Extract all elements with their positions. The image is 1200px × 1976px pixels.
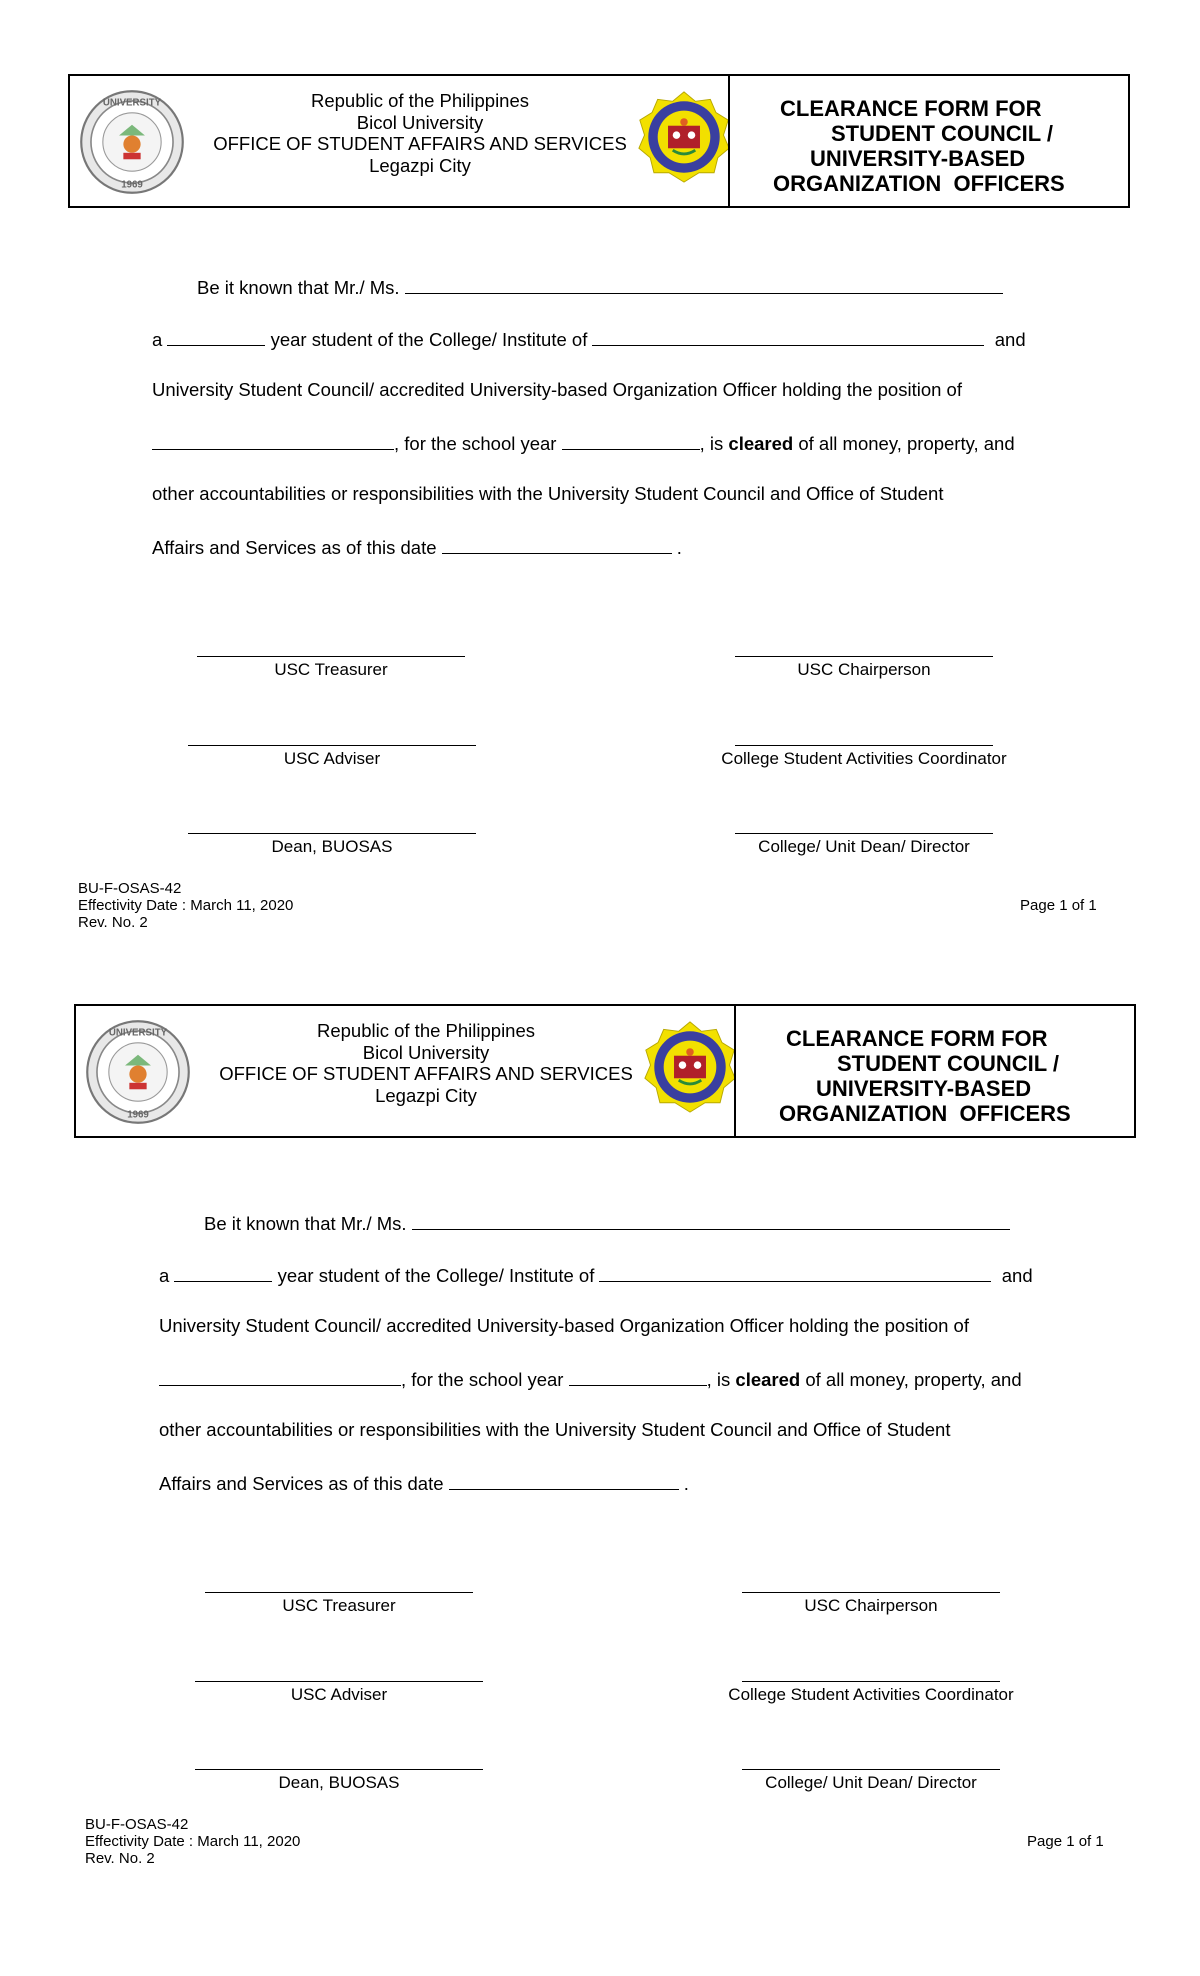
page-number: Page 1 of 1 <box>1027 1833 1104 1850</box>
title-line-4: ORGANIZATION OFFICERS <box>773 171 1065 196</box>
sig-csa-coordinator[interactable] <box>707 1681 1035 1705</box>
title-line-1: CLEARANCE FORM FOR <box>780 96 1042 121</box>
body-line-2 <box>152 327 1026 351</box>
and-text: and <box>994 329 1026 350</box>
office-line: OFFICE OF STUDENT AFFAIRS AND SERVICES <box>213 133 627 154</box>
name-field[interactable] <box>405 275 1003 294</box>
institution-block <box>176 1020 676 1106</box>
body-line-2 <box>159 1263 1033 1287</box>
university-line: Bicol University <box>362 1041 490 1063</box>
republic-line: Republic of the Philippines <box>316 1020 536 1041</box>
signature-line <box>742 1769 1000 1770</box>
body-line-6 <box>152 535 682 559</box>
cleared-text: cleared <box>735 1369 801 1390</box>
signature-line <box>205 1592 473 1593</box>
sig-label: Dean, BUOSAS <box>271 837 393 856</box>
body-line-1 <box>197 275 1003 299</box>
sig-label: College/ Unit Dean/ Director <box>765 1773 977 1792</box>
title-line-2: STUDENT COUNCIL / <box>831 121 1054 146</box>
signature-line <box>188 745 476 746</box>
sig-csa-coordinator[interactable] <box>700 745 1028 769</box>
college-field[interactable] <box>599 1263 991 1282</box>
form-title <box>730 96 1130 196</box>
year-level-field[interactable] <box>174 1263 272 1282</box>
sig-label: USC Adviser <box>283 749 381 768</box>
sig-usc-adviser[interactable] <box>195 1681 483 1705</box>
sig-label: Dean, BUOSAS <box>278 1773 400 1792</box>
form-header <box>68 74 1130 208</box>
sig-college-dean[interactable] <box>735 833 993 857</box>
signature-line <box>735 745 993 746</box>
sig-label: USC Adviser <box>290 1685 388 1704</box>
form-footer <box>85 1816 300 1867</box>
form-title <box>736 1026 1136 1126</box>
svg-text:1969: 1969 <box>127 1109 149 1121</box>
college-field[interactable] <box>592 327 984 346</box>
sig-usc-adviser[interactable] <box>188 745 476 769</box>
body-line-6 <box>159 1471 689 1495</box>
year-level-field[interactable] <box>167 327 265 346</box>
svg-text:UNIVERSITY: UNIVERSITY <box>102 97 162 109</box>
date-field[interactable] <box>442 535 672 554</box>
signature-line <box>197 656 465 657</box>
clearance-form-1 <box>0 0 1200 930</box>
sig-label: USC Chairperson <box>797 660 931 679</box>
signature-line <box>195 1681 483 1682</box>
year-student-text: year student of the College/ Institute of <box>270 329 588 350</box>
sig-dean-buosas[interactable] <box>188 833 476 857</box>
title-line-3: UNIVERSITY-BASED <box>810 146 1026 171</box>
school-year-text: , for the school year <box>401 1369 564 1390</box>
article-text: a <box>159 1265 170 1286</box>
signature-line <box>735 833 993 834</box>
name-field[interactable] <box>412 1211 1010 1230</box>
osas-seal-icon <box>643 1018 737 1116</box>
title-line-2: STUDENT COUNCIL / <box>837 1051 1060 1076</box>
article-text: a <box>152 329 163 350</box>
city-line: Legazpi City <box>375 1084 477 1106</box>
sig-usc-treasurer[interactable] <box>197 656 465 680</box>
signature-line <box>742 1681 1000 1682</box>
signature-line <box>188 833 476 834</box>
date-field[interactable] <box>449 1471 679 1490</box>
university-line: Bicol University <box>356 111 484 133</box>
as-of-date-text: Affairs and Services as of this date <box>152 537 437 558</box>
sig-usc-treasurer[interactable] <box>205 1592 473 1616</box>
position-field[interactable] <box>152 431 394 450</box>
clearance-form-2 <box>0 930 1200 1867</box>
body-line-1 <box>204 1211 1010 1235</box>
period-text: . <box>683 1473 689 1494</box>
position-field[interactable] <box>159 1367 401 1386</box>
be-it-known-text: Be it known that Mr./ Ms. <box>204 1213 407 1234</box>
body-line-4 <box>152 431 1015 455</box>
sig-college-dean[interactable] <box>742 1769 1000 1793</box>
sig-label: College/ Unit Dean/ Director <box>758 837 970 856</box>
period-text: . <box>676 537 682 558</box>
school-year-field[interactable] <box>562 431 700 450</box>
body-line-3: University Student Council/ accredited University-based Organization Officer holding the position of <box>159 1315 969 1336</box>
signature-line <box>742 1592 1000 1593</box>
effectivity-date: Effectivity Date : March 11, 2020 <box>85 1833 301 1850</box>
signature-line <box>735 656 993 657</box>
sig-usc-chairperson[interactable] <box>735 656 993 680</box>
republic-line: Republic of the Philippines <box>310 90 530 111</box>
city-line: Legazpi City <box>369 154 471 176</box>
sig-label: USC Chairperson <box>804 1596 938 1615</box>
is-text: , is <box>699 433 724 454</box>
school-year-field[interactable] <box>569 1367 707 1386</box>
body-line-3: University Student Council/ accredited University-based Organization Officer holding the position of <box>152 379 962 400</box>
as-of-date-text: Affairs and Services as of this date <box>159 1473 444 1494</box>
school-year-text: , for the school year <box>394 433 557 454</box>
is-text: , is <box>706 1369 731 1390</box>
money-property-text: of all money, property, and <box>798 433 1015 454</box>
osas-seal-icon <box>637 88 731 186</box>
institution-block <box>170 90 670 176</box>
sig-usc-chairperson[interactable] <box>742 1592 1000 1616</box>
sig-label: USC Treasurer <box>274 660 388 679</box>
year-student-text: year student of the College/ Institute of <box>277 1265 595 1286</box>
sig-label: College Student Activities Coordinator <box>728 1685 1014 1704</box>
body-line-5: other accountabilities or responsibilities with the University Student Council and Office of Student <box>159 1419 951 1440</box>
sig-label: USC Treasurer <box>282 1596 396 1615</box>
cleared-text: cleared <box>728 433 794 454</box>
form-code: BU-F-OSAS-42 <box>78 880 182 897</box>
revision-number: Rev. No. 2 <box>78 914 148 931</box>
be-it-known-text: Be it known that Mr./ Ms. <box>197 277 400 298</box>
title-line-3: UNIVERSITY-BASED <box>816 1076 1032 1101</box>
svg-text:UNIVERSITY: UNIVERSITY <box>108 1027 168 1039</box>
signature-line <box>195 1769 483 1770</box>
form-footer <box>78 880 293 931</box>
form-header <box>74 1004 1136 1138</box>
and-text: and <box>1001 1265 1033 1286</box>
form-code: BU-F-OSAS-42 <box>85 1816 189 1833</box>
body-line-5: other accountabilities or responsibilities with the University Student Council and Office of Student <box>152 483 944 504</box>
title-line-4: ORGANIZATION OFFICERS <box>779 1101 1071 1126</box>
office-line: OFFICE OF STUDENT AFFAIRS AND SERVICES <box>219 1063 633 1084</box>
revision-number: Rev. No. 2 <box>85 1850 155 1867</box>
sig-label: College Student Activities Coordinator <box>721 749 1007 768</box>
svg-text:1969: 1969 <box>121 179 143 191</box>
effectivity-date: Effectivity Date : March 11, 2020 <box>78 897 294 914</box>
title-line-1: CLEARANCE FORM FOR <box>786 1026 1048 1051</box>
page-number: Page 1 of 1 <box>1020 897 1097 914</box>
body-line-4 <box>159 1367 1022 1391</box>
money-property-text: of all money, property, and <box>805 1369 1022 1390</box>
sig-dean-buosas[interactable] <box>195 1769 483 1793</box>
